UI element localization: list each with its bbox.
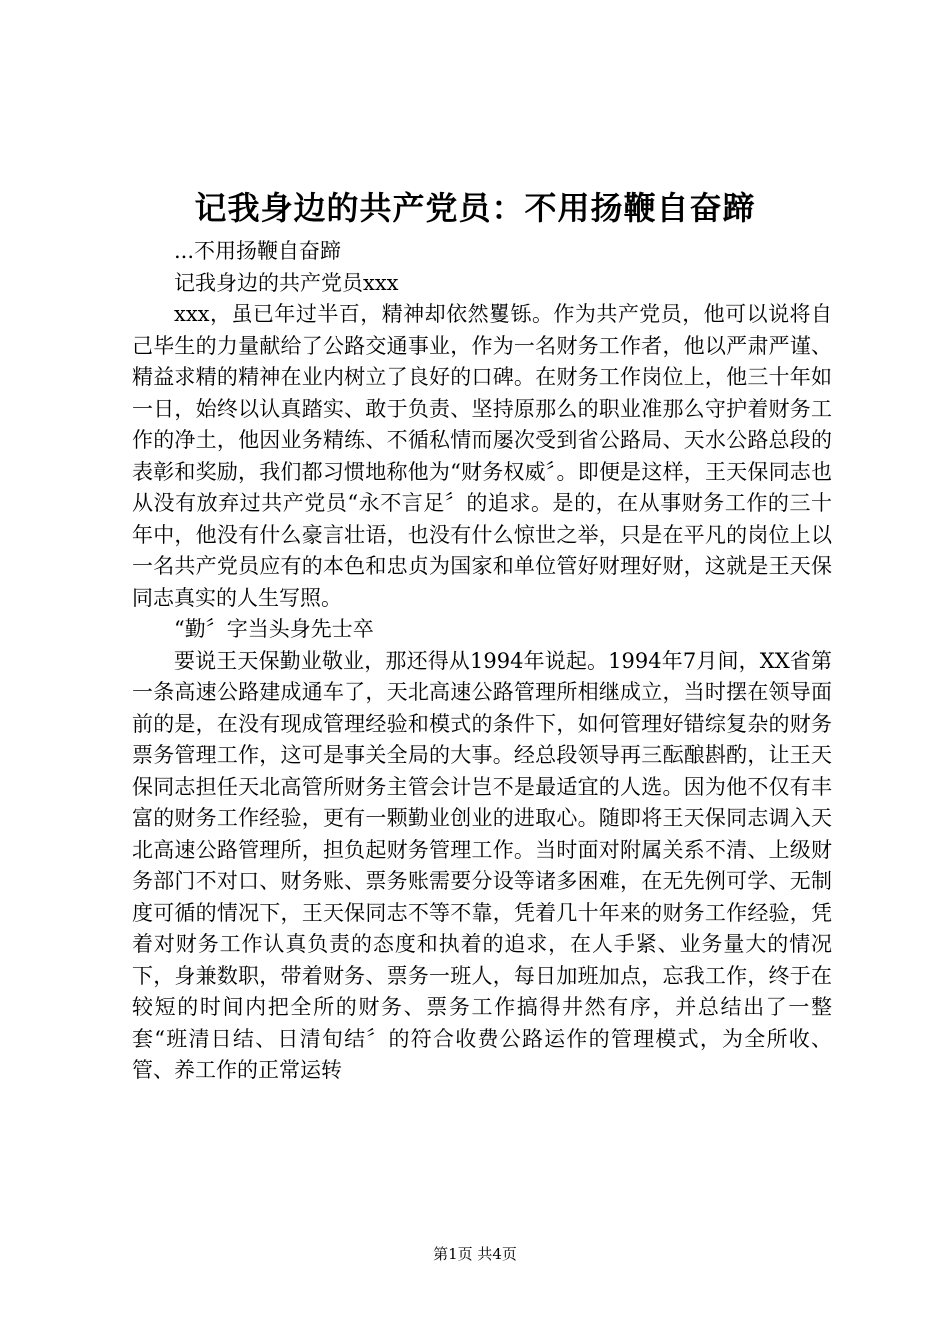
page-footer: 第1页 共4页	[433, 1245, 517, 1263]
subtitle-line: ...不用扬鞭自奋蹄	[174, 239, 342, 263]
body-paragraph: xxx，虽已年过半百，精神却依然矍铄。作为共产党员，他可以说将自己毕生的力量献给了公路交通事业，作为一名财务工作者，他以严肃严谨、精益求精的精神在业内树立了良好的口碑。在财务工作岗位上，他三十年如一日，始终以认真踏实、敢于负责、坚持原那么的职业准那么守护着财务工作的净土，他因业务精练、不循私情而屡次受到省公路局、天水公路总段的表彰和奖励，我们都习惯地称他为“财务权威〞。即便是这样，王天保同志也从没有放弃过共产党员“永不言足〞的追求。是的，在从事财务工作的三十年中，他没有什么豪言壮语，也没有什么惊世之举，只是在平凡的岗位上以一名共产党员应有的本色和忠贞为国家和单位管好财理好财，这就是王天保同志真实的人生写照。	[132, 302, 832, 610]
document-body	[132, 236, 832, 1087]
body-paragraph: 要说王天保勤业敬业，那还得从1994年说起。1994年7月间，XX省第一条高速公路建成通车了，天北高速公路管理所相继成立，当时摆在领导面前的是，在没有现成管理经验和模式的条件下，如何管理好错综复杂的财务票务管理工作，这可是事关全局的大事。经总段领导再三酝酿斟酌，让王天保同志担任天北高管所财务主管会计岂不是最适宜的人选。因为他不仅有丰富的财务工作经验，更有一颗勤业创业的进取心。随即将王天保同志调入天北高速公路管理所，担负起财务管理工作。当时面对附属关系不清、上级财务部门不对口、财务账、票务账需要分设等诸多困难，在无先例可学、无制度可循的情况下，王天保同志不等不靠，凭着几十年来的财务工作经验，凭着对财务工作认真负责的态度和执着的追求，在人手紧、业务量大的情况下，身兼数职，带着财务、票务一班人，每日加班加点，忘我工作，终于在较短的时间内把全所的财务、票务工作搞得井然有序，并总结出了一整套“班清日结、日清旬结〞的符合收费公路运作的管理模式，为全所收、管、养工作的正常运转	[132, 648, 832, 1082]
section-heading: “勤〞字当头身先士卒	[174, 617, 374, 641]
subtitle-line: 记我身边的共产党员xxx	[174, 270, 399, 295]
document-title: 记我身边的共产党员：不用扬鞭自奋蹄	[194, 189, 756, 227]
